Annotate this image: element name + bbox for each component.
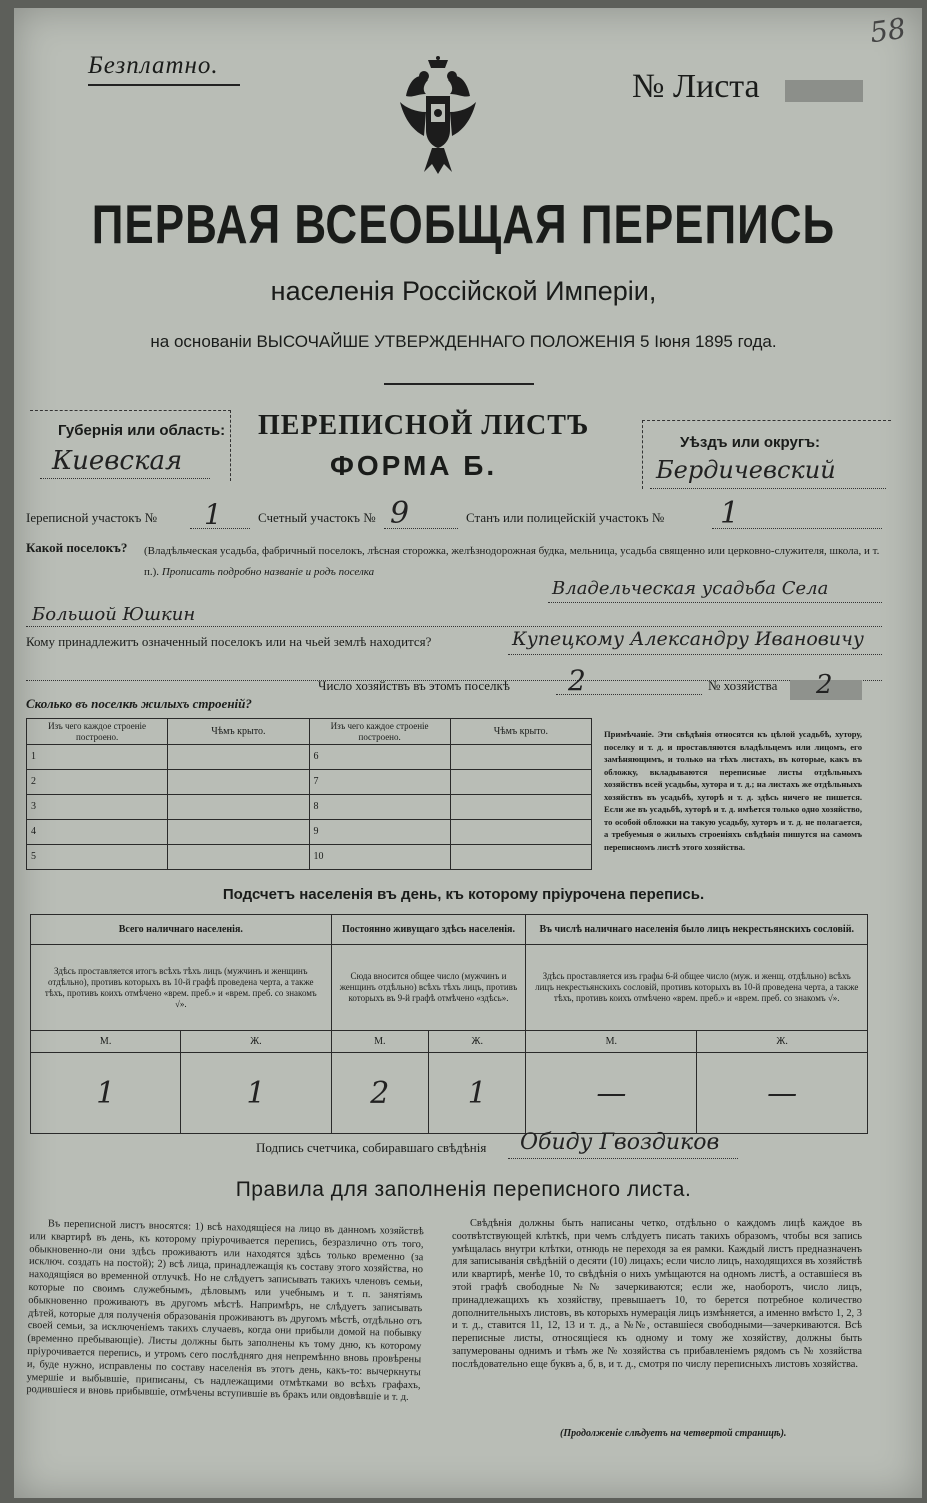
settlement-hint-text: (Владѣльческая усадьба, фабричный поселокъ, лѣсная сторожка, желѣзнодорожная будка, мельница, усадьба священно или церковно-служителя, школа, и т. п.). (144, 545, 880, 578)
building-num: 8 (309, 795, 450, 820)
buildings-row (27, 770, 592, 795)
settlement-label: Какой поселокъ? (26, 540, 128, 555)
population-count-table (30, 914, 868, 1134)
owner-label: Кому принадлежитъ означенный поселокъ или на чьей землѣ находится? (26, 634, 432, 649)
settlement-value-2: Большой Юшкин (32, 604, 196, 625)
owner-value: Купецкому Александру Ивановичу (512, 628, 864, 650)
household-number-label: № хозяйства (708, 678, 778, 693)
legal-basis: на основаніи ВЫСОЧАЙШЕ УТВЕРЖДЕННАГО ПОЛОЖЕНІЯ 5 Іюня 1895 года. (150, 332, 777, 351)
roof-cell (168, 820, 309, 845)
buildings-col-roof-1: Чѣмъ крыто. (168, 719, 309, 745)
owner-underline (508, 654, 882, 655)
buildings-row (27, 745, 592, 770)
settlement-value-1: Владельческая усадьба Села (552, 578, 829, 599)
roof-cell (168, 770, 309, 795)
count-f-header: Ж. (181, 1031, 331, 1053)
count-value: 1 (31, 1053, 181, 1134)
province-value: Киевская (52, 446, 183, 476)
count-m-header: М. (31, 1031, 181, 1053)
count-area-underline (384, 528, 458, 529)
buildings-row (27, 820, 592, 845)
roof-cell (450, 770, 591, 795)
sheet-number-label: № Листа (632, 68, 760, 105)
count-area-label: Счетный участокъ № (258, 510, 376, 525)
roof-cell (450, 845, 591, 870)
households-value: 2 (568, 664, 586, 697)
building-num: 7 (309, 770, 450, 795)
district-label: Уѣздъ или округъ: (680, 434, 821, 451)
camp-underline (712, 528, 882, 529)
sheet-number-stamp (785, 80, 863, 102)
buildings-table (26, 718, 592, 870)
title-rule (384, 383, 534, 385)
census-area-label: Іереписной участокъ № (26, 510, 157, 525)
dwellings-label: Сколько въ поселкѣ жилыхъ строеній? (26, 696, 252, 711)
form-subtitle: ФОРМА Б. (330, 450, 498, 481)
building-num: 2 (27, 770, 168, 795)
camp-label: Станъ или полицейскій участокъ № (466, 510, 665, 525)
roof-cell (450, 820, 591, 845)
count-value: — (697, 1053, 868, 1134)
building-num: 1 (27, 745, 168, 770)
roof-cell (450, 745, 591, 770)
building-num: 9 (309, 820, 450, 845)
household-number-value: 2 (816, 670, 833, 700)
buildings-col-material-1: Изъ чего каждое строеніе построено. (27, 719, 168, 745)
count-value: 1 (181, 1053, 331, 1134)
count-value: — (526, 1053, 697, 1134)
count-col-noncrestian: Въ числѣ наличнаго населенія было лицъ некрестьянскихъ сословій. (526, 915, 868, 945)
households-underline (556, 694, 702, 695)
province-label: Губернія или область: (58, 422, 226, 439)
households-label: Число хозяйствъ въ этомъ поселкѣ (318, 678, 510, 693)
census-area-underline (190, 528, 250, 529)
count-m-header: М. (331, 1031, 428, 1053)
count-area-value: 9 (390, 496, 410, 531)
settlement-hint (144, 541, 884, 583)
census-area-value: 1 (204, 498, 222, 531)
count-f-header: Ж. (429, 1031, 526, 1053)
page-title: ПЕРВАЯ ВСЕОБЩАЯ ПЕРЕПИСЬ (91, 194, 836, 256)
buildings-col-material-2: Изъ чего каждое строеніе построено. (309, 719, 450, 745)
count-desc-permanent: Сюда вносится общее число (мужчинъ и женщинъ отдѣльно) всѣхъ тѣхъ лицъ, противъ которыхъ въ 9-й графѣ отмѣчено «здѣсь». (331, 945, 526, 1031)
signature-underline (508, 1158, 738, 1159)
free-label: Безплатно. (88, 52, 219, 79)
buildings-row (27, 795, 592, 820)
roof-cell (168, 745, 309, 770)
building-num: 3 (27, 795, 168, 820)
building-num: 4 (27, 820, 168, 845)
province-underline (40, 478, 210, 479)
count-col-permanent: Постоянно живущаго здѣсь населенія. (331, 915, 526, 945)
signature-label: Подпись счетчика, собиравшаго свѣдѣнія (256, 1140, 487, 1155)
free-label-underline (88, 84, 240, 86)
district-value: Бердичевский (656, 456, 836, 484)
settlement-underline-1 (548, 602, 882, 603)
signature-value: Обиду Гвоздиков (520, 1130, 720, 1155)
count-m-header: М. (526, 1031, 697, 1053)
page-subtitle: населенія Россійской Имперіи, (270, 276, 657, 306)
count-heading: Подсчетъ населенія въ день, къ которому пріурочена перепись. (222, 886, 705, 903)
count-desc-noncrestian: Здѣсь проставляется изъ графы 6-й общее число (муж. и женщ. отдѣльно) всѣхъ лицъ некрестьянскихъ сословій, противъ которыхъ въ 10-й проведена черта, а также тѣхъ, противъ коихъ отмѣчено «врем. преб.» и «врем. преб. со знакомъ √». (526, 945, 868, 1031)
note-block (604, 728, 862, 853)
camp-value: 1 (720, 496, 740, 531)
roof-cell (168, 795, 309, 820)
form-title: ПЕРЕПИСНОЙ ЛИСТЪ (258, 410, 590, 441)
settlement-underline-2 (26, 626, 882, 627)
building-num: 10 (309, 845, 450, 870)
roof-cell (450, 795, 591, 820)
building-num: 5 (27, 845, 168, 870)
count-value: 2 (331, 1053, 428, 1134)
roof-cell (168, 845, 309, 870)
rules-left-column: Въ переписной листъ вносятся: 1) всѣ находящіеся на лицо въ данномъ хозяйствѣ или квартирѣ въ день, къ которому пріурочивается перепись, безразлично отъ того, обыкновенно-ли они здѣсь проживаютъ или находятся здѣсь только временно (за исключ. создать на постой); 2) всѣ лица, принадлежащія къ составу этого хозяйства, но находящіяся во временной отлучкѣ. Но не слѣдуетъ записывать такихъ членовъ семьи, которые по своимъ служебнымъ, дѣловымъ или учебнымъ и т. п. занятіямъ обыкновенно проживаютъ въ другомъ мѣстѣ. Напримѣръ, не слѣдуетъ записывать дѣтей, которые для полученія образованія проживаютъ въ другомъ мѣстѣ, отдѣльно отъ своей семьи, за исключеніемъ такихъ случаевъ, когда они прибыли домой на побывку (временно пребывающіе). Листы должны быть заполнены къ тому дню, къ которому пріурочивается перепись, и утромъ сего послѣдняго дня непремѣнно вновь провѣрены и, буде нужно, исправлены по составу населенія въ этотъ день, какъ-то: вычеркнуты умершіе и выбывшіе, приписаны, съ надлежащими отмѣтками во всѣхъ графахъ, родившіеся и вновь прибывшіе, отмѣчены вступившіе въ бракъ или овдовѣвшіе и т. д. (26, 1218, 424, 1404)
corner-note: 58 (867, 11, 908, 50)
imperial-eagle-emblem (398, 56, 478, 176)
rules-right-column: Свѣдѣнія должны быть написаны четко, отдѣльно о каждомъ лицѣ каждое въ соотвѣтствующей клѣткѣ, при чемъ слѣдуетъ писать такихъ образомъ, чтобы вся запись умѣщалась внутри клѣтки, отнюдь не переходя за ея рамки. Каждый листъ предназначенъ для записыванія свѣдѣній о десяти (10) лицахъ; если число лицъ, находящихся въ хозяйствѣ или квартирѣ, менѣе 10, то свѣдѣнія о нихъ умѣщаются на одномъ листѣ, а оставшіеся въ этой графѣ свободные №№ зачеркиваются; если же, наоборотъ, число лицъ, принадлежащихъ къ хозяйству, превышаетъ 10, то берется потребное количество дополнительныхъ листовъ, въ которыхъ нумерація лицъ измѣняется, а именно вмѣсто 1, 2, 3 и т. д., ставится 11, 12, 13 и т. д., а №№, оставшіеся свободными—зачеркиваются. Всѣ переписные листы, относящіеся къ одному и тому же хозяйству, должны быть запумерованы однимъ и тѣмъ же № хозяйства съ прибавленіемъ рядомъ съ № хозяйства послѣдовательно еще буквъ а, б, в, и т. д., смотря по числу переписныхъ листовъ хозяйства. (452, 1218, 862, 1370)
note-title: Примѣчаніе. (604, 729, 654, 739)
district-underline (650, 488, 886, 489)
building-num: 6 (309, 745, 450, 770)
note-text: Эти свѣдѣнія относятся къ цѣлой усадьбѣ, хутору, поселку и т. д. и проставляются владѣльцемъ или лицомъ, его замѣняющимъ, и только на тѣхъ листахъ, въ которые, какъ въ обложку, вкладываются переписные листы отдѣльныхъ хозяйствъ всей усадьбы, хутора и т. д.; на листахъ же отдѣльныхъ хозяйствъ въ усадьбѣ, хуторѣ и т. д. здѣсь ничего не пишется. Если же въ усадьбѣ, хуторѣ и т. д. имѣется только одно хозяйство, то особой обложки на такую усадьбу, хуторъ и т. д. не полагается, а требуемыя о жилыхъ строеніяхъ свѣдѣнія пишутся на самомъ переписномъ листѣ этого хозяйства. (604, 729, 862, 852)
buildings-col-roof-2: Чѣмъ крыто. (450, 719, 591, 745)
buildings-row (27, 845, 592, 870)
count-value: 1 (429, 1053, 526, 1134)
rules-title: Правила для заполненія переписного листа. (235, 1178, 692, 1201)
count-col-present: Всего наличнаго населенія. (31, 915, 332, 945)
settlement-hint-instruction: Прописать подробно названіе и родъ поселка (161, 566, 375, 578)
count-desc-present: Здѣсь проставляется итогъ всѣхъ тѣхъ лицъ (мужчинъ и женщинъ отдѣльно), противъ которыхъ въ 10-й графѣ проведена черта, а также тѣхъ, противъ коихъ отмѣчено «врем. преб.» и «врем. преб. со знакомъ √». (31, 945, 332, 1031)
rules-continued: (Продолженіе слѣдуетъ на четвертой страницѣ). (560, 1428, 787, 1439)
count-f-header: Ж. (697, 1031, 868, 1053)
